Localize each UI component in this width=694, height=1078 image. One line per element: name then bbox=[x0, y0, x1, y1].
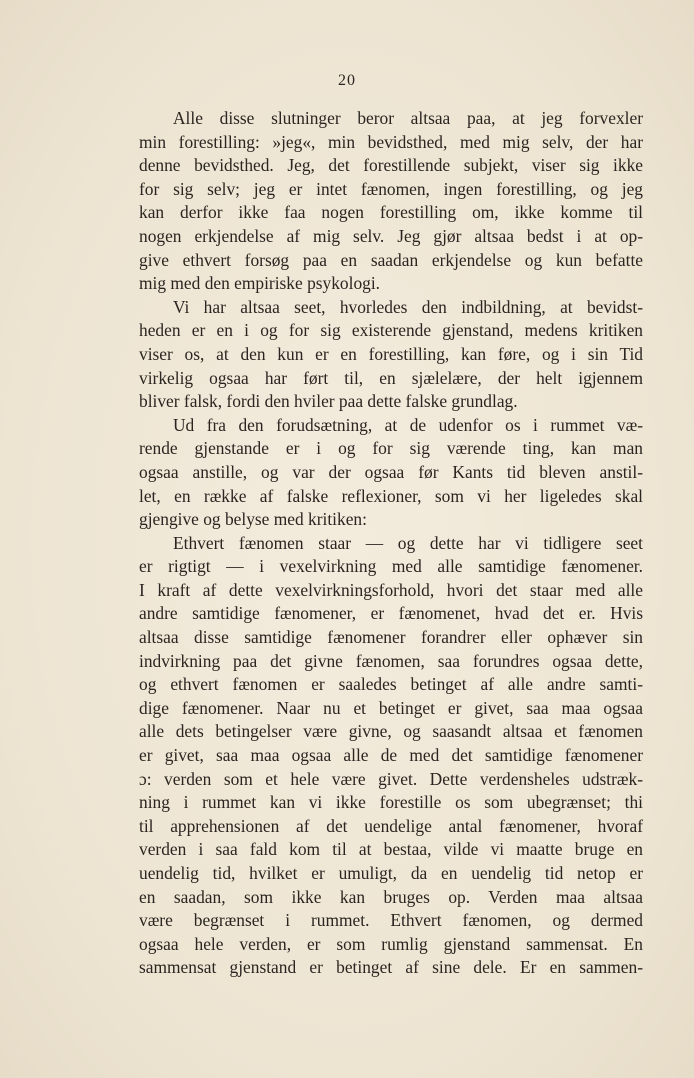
text-line: er givet, saa maa ogsaa alle de med det samtidige fænomener bbox=[139, 745, 643, 766]
text-line: ogsaa anstille, og var der ogsaa før Kants tid bleven anstil- bbox=[139, 461, 643, 482]
page-number: 20 bbox=[338, 72, 356, 89]
text-line: sammensat gjenstand er betinget af sine dele. Er en sammen- bbox=[139, 957, 643, 978]
text-line: Alle disse slutninger beror altsaa paa, at jeg forvexler bbox=[173, 108, 643, 128]
text-line: virkelig ogsaa har ført til, en sjælelære, der helt igjennem bbox=[139, 367, 643, 388]
text-line: andre samtidige fænomener, er fænomenet, hvad det er. Hvis bbox=[139, 603, 643, 624]
text-line: Ethvert fænomen staar — og dette har vi tidligere seet bbox=[173, 532, 643, 553]
text-line: altsaa disse samtidige fænomener forandrer eller ophæver sin bbox=[139, 627, 643, 648]
text-line: indvirkning paa det givne fænomen, saa forundres ogsaa dette, bbox=[139, 650, 643, 671]
text-line: Ud fra den forudsætning, at de udenfor os i rummet væ- bbox=[173, 414, 643, 435]
text-line: verden i saa fald kom til at bestaa, vilde vi maatte bruge en bbox=[139, 839, 643, 860]
text-line: ning i rummet kan vi ikke forestille os som ubegrænset; thi bbox=[139, 792, 643, 813]
text-line: bliver falsk, fordi den hviler paa dette falske grundlag. bbox=[139, 391, 518, 412]
text-line: gjengive og belyse med kritiken: bbox=[139, 509, 367, 530]
text-line: dige fænomener. Naar nu et betinget er givet, saa maa ogsaa bbox=[139, 697, 643, 718]
text-line: ɔ: verden som et hele være givet. Dette verdensheles udstræk- bbox=[139, 768, 643, 789]
text-line: min forestilling: »jeg«, min bevidsthed, med mig selv, der har bbox=[139, 131, 643, 152]
text-line: en saadan, som ikke kan bruges op. Verden maa altsaa bbox=[139, 886, 643, 907]
text-line: og ethvert fænomen er saaledes betinget af alle andre samti- bbox=[139, 674, 643, 695]
text-line: være begrænset i rummet. Ethvert fænomen, og dermed bbox=[139, 910, 643, 931]
text-line: let, en række af falske reflexioner, som vi her ligeledes skal bbox=[139, 485, 643, 506]
text-line: mig med den empiriske psykologi. bbox=[139, 273, 381, 294]
text-line: uendelig tid, hvilket er umuligt, da en uendelig tid netop er bbox=[139, 863, 643, 883]
text-line: for sig selv; jeg er intet fænomen, ingen forestilling, og jeg bbox=[139, 178, 643, 199]
text-line: rende gjenstande er i og for sig værende ting, kan man bbox=[139, 438, 643, 459]
text-line: til apprehensionen af det uendelige antal fænomener, hvoraf bbox=[139, 815, 643, 836]
text-line: ogsaa hele verden, er som rumlig gjenstand sammensat. En bbox=[139, 933, 643, 954]
text-line: nogen erkjendelse af mig selv. Jeg gjør altsaa bedst i at op- bbox=[139, 225, 643, 246]
text-line: kan derfor ikke faa nogen forestilling om, ikke komme til bbox=[139, 202, 643, 223]
text-line: heden er en i og for sig existerende gjenstand, medens kritiken bbox=[139, 320, 643, 341]
text-line: alle dets betingelser være givne, og saasandt altsaa et fænomen bbox=[139, 721, 643, 742]
text-line: denne bevidsthed. Jeg, det forestillende subjekt, viser sig ikke bbox=[139, 155, 643, 176]
text-line: viser os, at den kun er en forestilling, kan føre, og i sin Tid bbox=[139, 343, 643, 364]
text-line: Vi har altsaa seet, hvorledes den indbildning, at bevidst- bbox=[173, 296, 643, 317]
text-line: give ethvert forsøg paa en saadan erkjendelse og kun befatte bbox=[139, 249, 643, 270]
body-text bbox=[139, 107, 643, 980]
text-line: er rigtigt — i vexelvirkning med alle samtidige fænomener. bbox=[139, 556, 643, 577]
text-line: I kraft af dette vexelvirkningsforhold, hvori det staar med alle bbox=[139, 579, 643, 600]
